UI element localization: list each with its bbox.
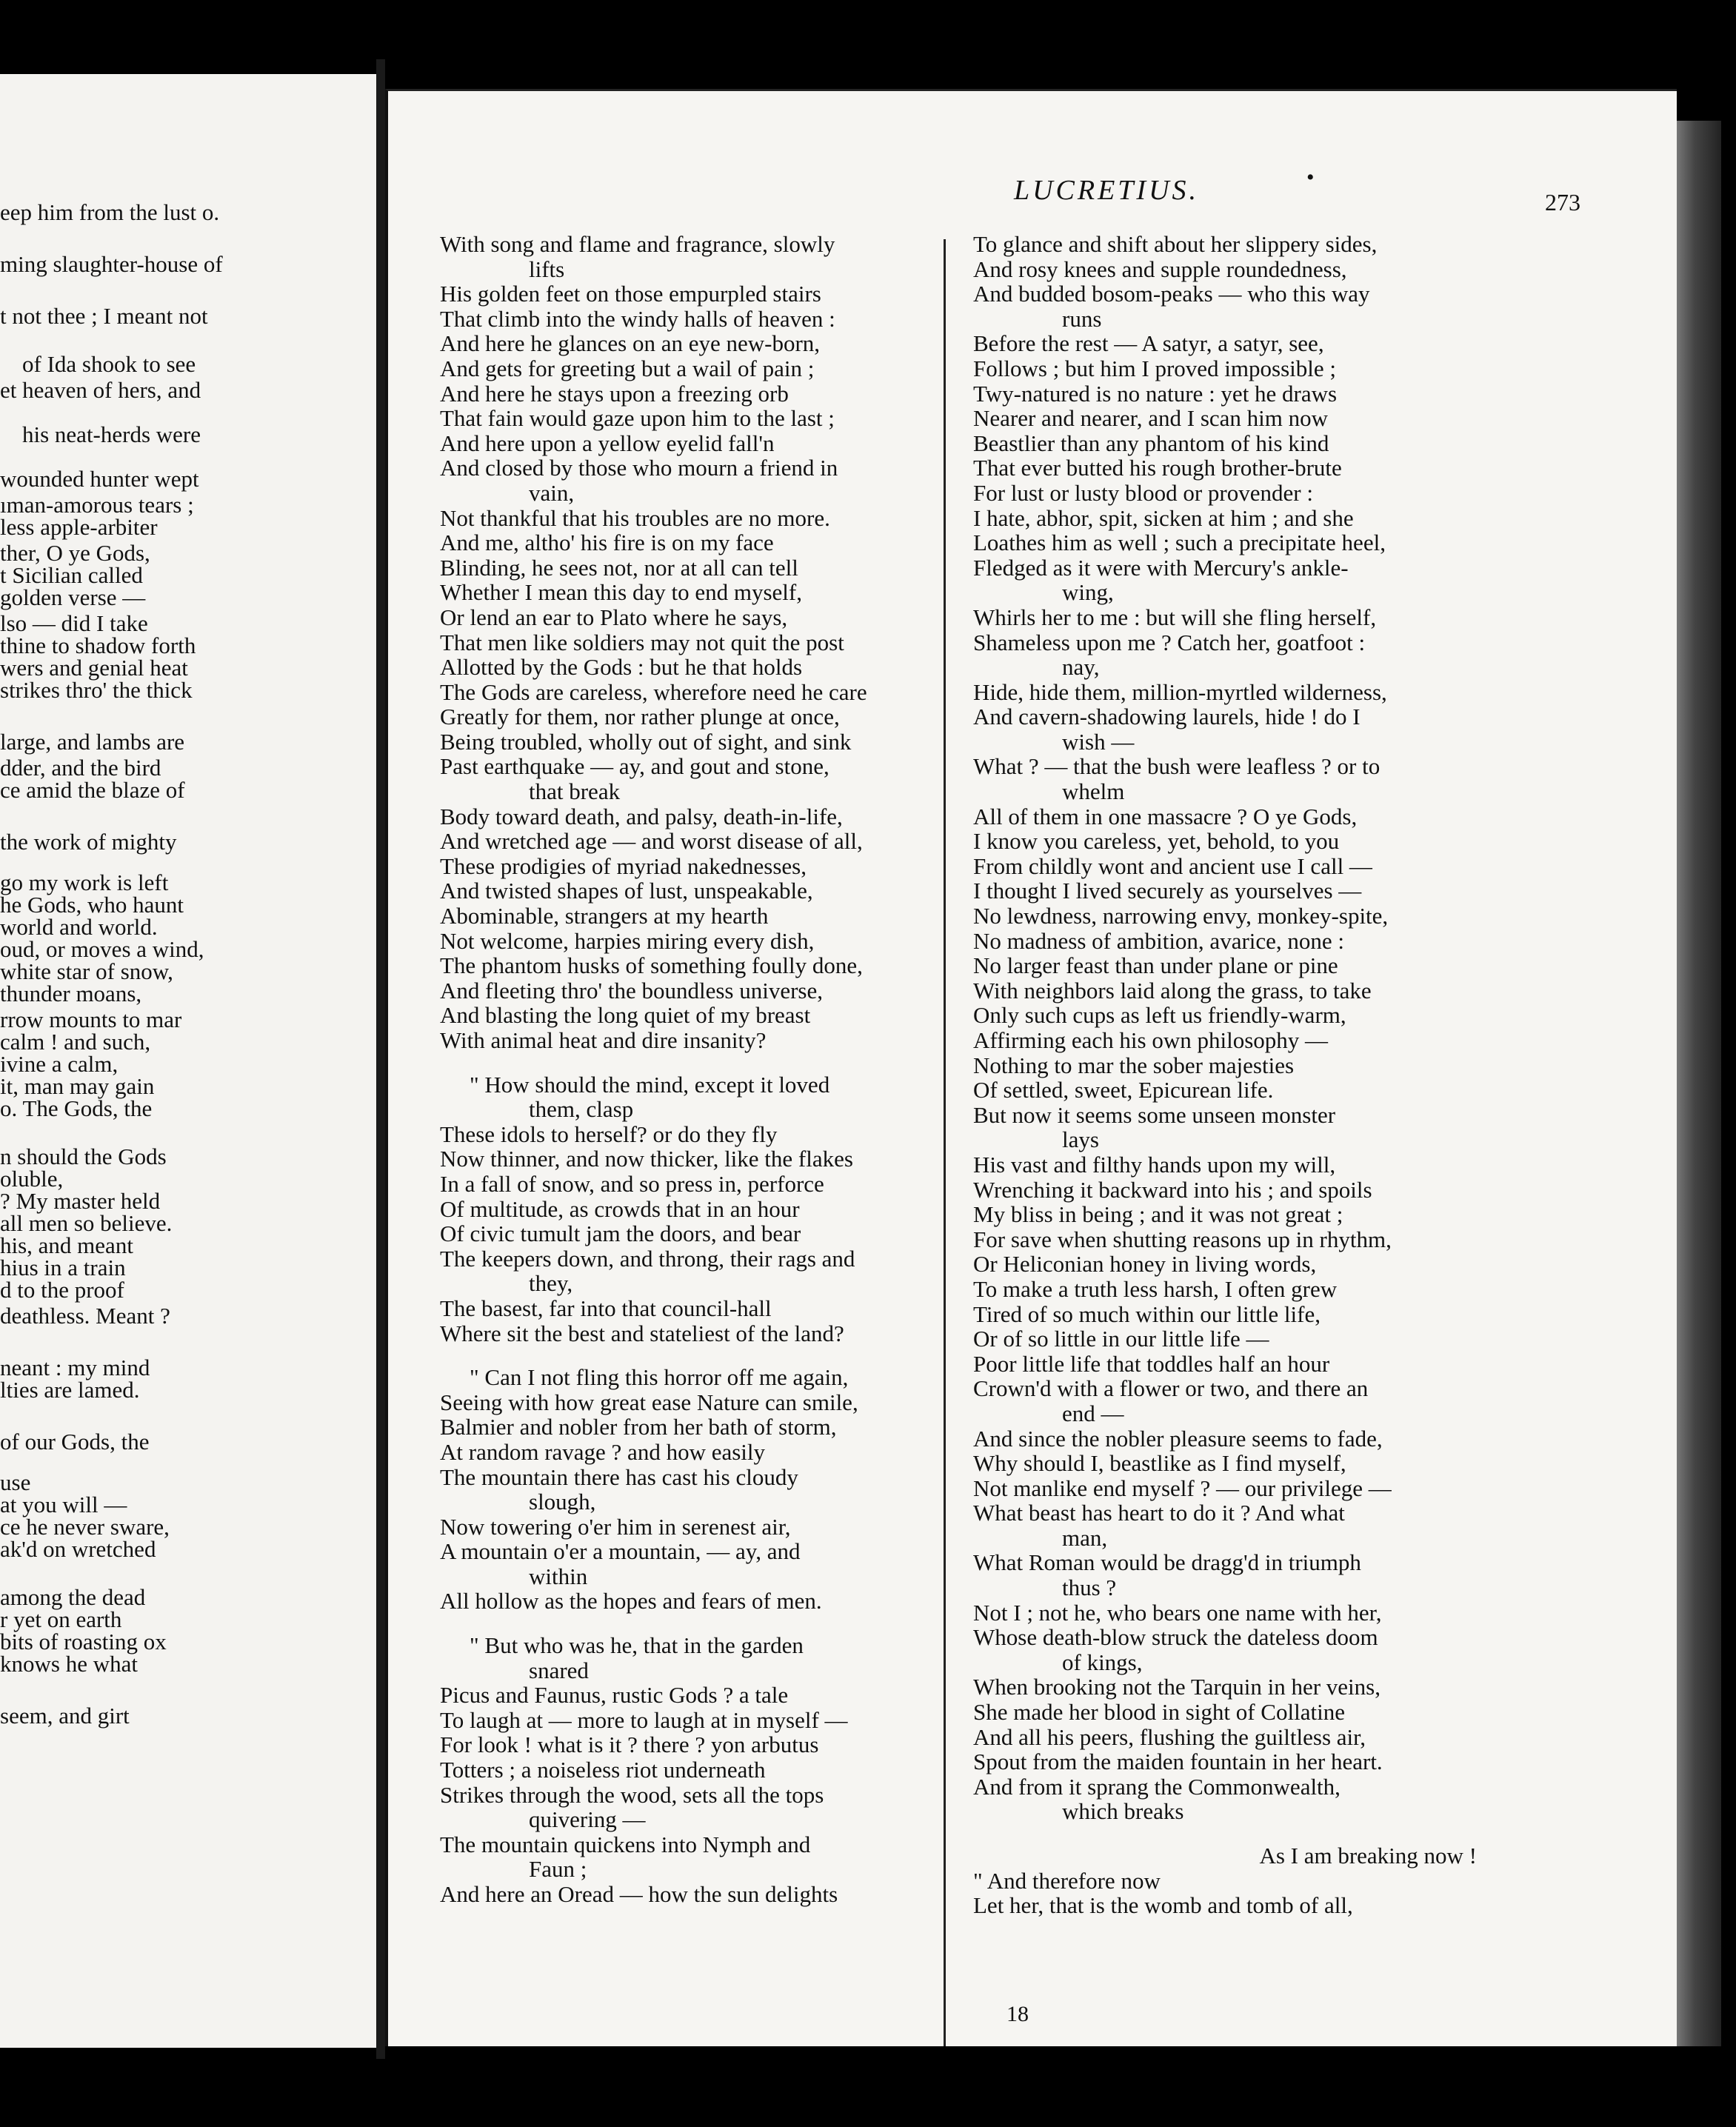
poem-line: Past earthquake — ay, and gout and stone,	[440, 753, 829, 780]
left-page-line: ce amid the blaze of	[0, 777, 185, 803]
left-page-line: ther, O ye Gods,	[0, 540, 150, 566]
left-page-line: dder, and the bird	[0, 755, 161, 781]
left-page	[0, 74, 378, 2048]
left-page-line: the work of mighty	[0, 829, 177, 855]
poem-line: Follows ; but him I proved impossible ;	[973, 355, 1336, 381]
poem-line: Before the rest — A satyr, a satyr, see,	[973, 330, 1324, 357]
poem-line: nay,	[1062, 654, 1100, 681]
poem-line: What Roman would be dragg'd in triumph	[973, 1549, 1361, 1576]
left-page-line: thunder moans,	[0, 981, 142, 1006]
stanza-gap	[440, 1614, 921, 1633]
left-page-line: eep him from the lust o.	[0, 199, 220, 225]
poem-line: No larger feast than under plane or pine	[973, 952, 1338, 979]
poem-line: Whose death-blow struck the dateless doom	[973, 1624, 1378, 1651]
left-page-line: hius in a train	[0, 1255, 126, 1280]
poem-line: When brooking not the Tarquin in her veins,	[973, 1674, 1381, 1700]
poem-line: Not thankful that his troubles are no more.	[440, 504, 830, 531]
book-gutter	[376, 59, 385, 2059]
poem-line: Abominable, strangers at my hearth	[440, 903, 769, 929]
page-number: 273	[1545, 189, 1580, 216]
poem-line: Of settled, sweet, Epicurean life.	[973, 1077, 1274, 1103]
poem-line: Of multitude, as crowds that in an hour	[440, 1195, 800, 1222]
poem-line: And here he stays upon a freezing orb	[440, 380, 789, 407]
poem-line: wing,	[1062, 579, 1114, 606]
left-page-line: deathless. Meant ?	[0, 1303, 170, 1329]
left-page-line: of our Gods, the	[0, 1429, 150, 1455]
poem-line: Not I ; not he, who bears one name with her,	[973, 1599, 1382, 1626]
poem-line: Of civic tumult jam the doors, and bear	[440, 1221, 801, 1247]
left-page-line: of Ida shook to see	[22, 351, 196, 377]
poem-line: And closed by those who mourn a friend in	[440, 455, 838, 481]
poem-line: To laugh at — more to laugh at in myself —	[440, 1706, 848, 1733]
poem-line: His vast and filthy hands upon my will,	[973, 1151, 1336, 1178]
left-page-line: at you will —	[0, 1492, 127, 1517]
poem-line: Or lend an ear to Plato where he says,	[440, 604, 788, 630]
poem-line: His golden feet on those empurpled stairs	[440, 281, 821, 307]
left-page-line: he Gods, who haunt	[0, 892, 184, 918]
left-page-line: it, man may gain	[0, 1073, 155, 1099]
left-page-line: knows he what	[0, 1651, 138, 1677]
left-page-line: his, and meant	[0, 1232, 133, 1258]
stanza-gap	[973, 1824, 1477, 1843]
poem-line: As I am breaking now !	[1259, 1843, 1477, 1869]
poem-line: The phantom husks of something foully done,	[440, 952, 863, 979]
poem-line: " How should the mind, except it loved	[470, 1071, 830, 1098]
poem-line: Or Heliconian honey in living words,	[973, 1251, 1317, 1278]
poem-line: And twisted shapes of lust, unspeakable,	[440, 878, 813, 904]
poem-line: Now thinner, and now thicker, like the flakes	[440, 1146, 853, 1172]
poem-line: man,	[1062, 1524, 1108, 1551]
poem-line: What beast has heart to do it ? And what	[973, 1500, 1345, 1526]
poem-line: Greatly for them, nor rather plunge at once,	[440, 704, 840, 730]
poem-line: At random ravage ? and how easily	[440, 1438, 766, 1465]
poem-line: To glance and shift about her slippery sides,	[973, 231, 1378, 257]
poem-line: slough,	[529, 1489, 596, 1515]
left-page-line: his neat-herds were	[22, 421, 201, 447]
left-page-line: use	[0, 1469, 31, 1495]
poem-line: And here an Oread — how the sun delights	[440, 1881, 838, 1907]
poem-line: That climb into the windy halls of heaven :	[440, 305, 835, 332]
poem-line: which breaks	[1062, 1798, 1184, 1825]
poem-line: end —	[1062, 1400, 1124, 1426]
poem-line: And budded bosom-peaks — who this way	[973, 281, 1370, 307]
left-page-line: ıman-amorous tears ;	[0, 492, 194, 518]
poem-line: " And therefore now	[973, 1867, 1161, 1894]
left-page-line: rrow mounts to mar	[0, 1006, 182, 1032]
left-page-line: among the dead	[0, 1584, 146, 1610]
poem-line: Seeing with how great ease Nature can smile,	[440, 1389, 858, 1415]
poem-line: All of them in one massacre ? O ye Gods,	[973, 803, 1358, 829]
poem-line: She made her blood in sight of Collatine	[973, 1699, 1345, 1726]
poem-line: And me, altho' his fire is on my face	[440, 530, 774, 556]
left-page-line: wers and genial heat	[0, 655, 188, 681]
poem-line: All hollow as the hopes and fears of men.	[440, 1588, 822, 1615]
poem-line: Not manlike end myself ? — our privilege —	[973, 1475, 1392, 1501]
left-page-line: et heaven of hers, and	[0, 377, 201, 403]
poem-line: Or of so little in our little life —	[973, 1326, 1269, 1352]
poem-line: I hate, abhor, spit, sicken at him ; and she	[973, 504, 1354, 531]
left-page-line: lties are lamed.	[0, 1377, 140, 1403]
stanza-gap	[440, 1053, 921, 1072]
poem-line: I know you careless, yet, behold, to you	[973, 828, 1340, 855]
poem-line: And rosy knees and supple roundedness,	[973, 256, 1347, 282]
left-page-line: lso — did I take	[0, 610, 148, 636]
poem-line: Affirming each his own philosophy —	[973, 1027, 1329, 1053]
poem-line: runs	[1062, 305, 1102, 332]
poem-line: Twy-natured is no nature : yet he draws	[973, 380, 1338, 407]
poem-line: No madness of ambition, avarice, none :	[973, 927, 1345, 954]
poem-line: These idols to herself? or do they fly	[440, 1121, 778, 1147]
poem-line: And cavern-shadowing laurels, hide ! do I	[973, 704, 1361, 730]
poem-line: Faun ;	[529, 1856, 587, 1883]
poem-line: Allotted by the Gods : but he that holds	[440, 654, 803, 681]
poem-line: Where sit the best and stateliest of the land?	[440, 1320, 844, 1346]
poem-line: Not welcome, harpies miring every dish,	[440, 927, 815, 954]
poem-line: vain,	[529, 479, 575, 506]
poem-line: Being troubled, wholly out of sight, and sink	[440, 728, 852, 755]
poem-line: For look ! what is it ? there ? yon arbutus	[440, 1732, 819, 1758]
left-page-line: oluble,	[0, 1166, 64, 1192]
poem-line: Poor little life that toddles half an hour	[973, 1350, 1330, 1377]
poem-line: From childly wont and ancient use I call —	[973, 852, 1372, 879]
poem-line: To make a truth less harsh, I often grew	[973, 1275, 1338, 1302]
poem-line: Wrenching it backward into his ; and spoils	[973, 1176, 1372, 1203]
poem-line: And blasting the long quiet of my breast	[440, 1002, 811, 1029]
signature-mark: 18	[1006, 2002, 1029, 2026]
poem-line: The mountain there has cast his cloudy	[440, 1463, 798, 1490]
poem-line: Balmier and nobler from her bath of storm,	[440, 1414, 837, 1440]
poem-line: No lewdness, narrowing envy, monkey-spite,	[973, 903, 1389, 929]
poem-line: lays	[1062, 1126, 1099, 1153]
left-page-line: golden verse —	[0, 584, 146, 610]
poem-line: lifts	[529, 256, 565, 282]
poem-line: Only such cups as left us friendly-warm,	[973, 1002, 1346, 1029]
poem-line: But now it seems some unseen monster	[973, 1101, 1336, 1128]
poem-line: And from it sprang the Commonwealth,	[973, 1773, 1341, 1800]
left-page-line: o. The Gods, the	[0, 1095, 153, 1121]
poem-line: Beastlier than any phantom of his kind	[973, 430, 1329, 456]
poem-line: Nearer and nearer, and I scan him now	[973, 405, 1329, 432]
poem-line: And all his peers, flushing the guiltless air,	[973, 1723, 1366, 1750]
poem-line: thus ?	[1062, 1575, 1117, 1601]
left-page-line: large, and lambs are	[0, 729, 185, 755]
poem-line: What ? — that the bush were leafless ? or to	[973, 753, 1381, 780]
left-page-line: oud, or moves a wind,	[0, 936, 204, 962]
poem-line: Let her, that is the womb and tomb of all,	[973, 1892, 1353, 1919]
poem-line: I thought I lived securely as yourselves —	[973, 878, 1362, 904]
poem-line: Shameless upon me ? Catch her, goatfoot :	[973, 629, 1366, 655]
poem-line: With animal heat and dire insanity?	[440, 1027, 767, 1053]
left-page-line: less apple-arbiter	[0, 514, 158, 540]
left-page-line: seem, and girt	[0, 1703, 130, 1729]
poem-column-left	[440, 232, 921, 1907]
right-page	[385, 89, 1677, 2046]
stanza-gap	[440, 1346, 921, 1365]
left-page-line: strikes thro' the thick	[0, 677, 193, 703]
poem-column-right	[973, 232, 1477, 1918]
poem-line: And here he glances on an eye new-born,	[440, 330, 821, 357]
left-page-line: go my work is left	[0, 869, 169, 895]
left-page-line: wounded hunter wept	[0, 466, 199, 492]
poem-line: Whirls her to me : but will she fling herself,	[973, 604, 1377, 630]
poem-line: Blinding, he sees not, nor at all can tell	[440, 554, 798, 581]
poem-line: of kings,	[1062, 1649, 1143, 1675]
poem-line: wish —	[1062, 728, 1135, 755]
poem-line: The basest, far into that council-hall	[440, 1295, 772, 1321]
left-page-line: neant : my mind	[0, 1355, 150, 1380]
poem-line: That fain would gaze upon him to the last ;	[440, 405, 835, 432]
left-page-line: ming slaughter-house of	[0, 251, 223, 277]
poem-line: In a fall of snow, and so press in, perforce	[440, 1170, 824, 1197]
left-page-line: calm ! and such,	[0, 1029, 151, 1055]
poem-line: Totters ; a noiseless riot underneath	[440, 1757, 766, 1783]
poem-line: That ever butted his rough brother-brute	[973, 455, 1342, 481]
left-page-line: thine to shadow forth	[0, 632, 196, 658]
poem-line: Why should I, beastlike as I find myself,	[973, 1450, 1346, 1477]
left-page-line: ? My master held	[0, 1188, 161, 1214]
left-page-line: white star of snow,	[0, 958, 173, 984]
left-page-line: ce he never sware,	[0, 1514, 170, 1540]
poem-line: That men like soldiers may not quit the post	[440, 629, 844, 655]
left-page-line: t Sicilian called	[0, 562, 143, 588]
poem-line: whelm	[1062, 778, 1125, 805]
poem-line: Hide, hide them, million-myrtled wilderness,	[973, 678, 1387, 705]
left-page-line: ak'd on wretched	[0, 1536, 156, 1562]
poem-line: Now towering o'er him in serenest air,	[440, 1513, 791, 1540]
left-page-line: bits of roasting ox	[0, 1629, 167, 1654]
poem-line: Fledged as it were with Mercury's ankle-	[973, 554, 1349, 581]
poem-line: within	[529, 1563, 588, 1589]
left-page-line: n should the Gods	[0, 1143, 167, 1169]
poem-line: For save when shutting reasons up in rhythm,	[973, 1226, 1392, 1252]
left-page-line: all men so believe.	[0, 1210, 173, 1236]
poem-line: And here upon a yellow eyelid fall'n	[440, 430, 775, 456]
left-page-line: ivine a calm,	[0, 1051, 118, 1077]
poem-line: Crown'd with a flower or two, and there an	[973, 1375, 1369, 1402]
poem-line: My bliss in being ; and it was not great ;	[973, 1201, 1343, 1228]
left-page-line: world and world.	[0, 914, 158, 940]
poem-line: Whether I mean this day to end myself,	[440, 579, 802, 606]
poem-line: And fleeting thro' the boundless universe,	[440, 977, 823, 1004]
poem-line: The mountain quickens into Nymph and	[440, 1831, 811, 1857]
poem-line: Nothing to mar the sober majesties	[973, 1052, 1295, 1078]
poem-line: they,	[529, 1270, 573, 1297]
left-page-line: t not thee ; I meant not	[0, 303, 208, 329]
poem-line: A mountain o'er a mountain, — ay, and	[440, 1538, 801, 1565]
poem-line: that break	[529, 778, 621, 805]
poem-line: them, clasp	[529, 1096, 634, 1123]
poem-line: And since the nobler pleasure seems to fade,	[973, 1425, 1383, 1452]
poem-line: These prodigies of myriad nakednesses,	[440, 852, 807, 879]
poem-line: snared	[529, 1657, 589, 1683]
poem-line: Strikes through the wood, sets all the tops	[440, 1781, 824, 1808]
poem-line: And wretched age — and worst disease of all,	[440, 828, 863, 855]
poem-line: And gets for greeting but a wail of pain ;	[440, 355, 815, 381]
poem-line: With song and flame and fragrance, slowly	[440, 231, 835, 257]
poem-line: The Gods are careless, wherefore need he care	[440, 678, 867, 705]
poem-line: " But who was he, that in the garden	[470, 1632, 804, 1659]
poem-line: " Can I not fling this horror off me again,	[470, 1364, 849, 1391]
ink-dot: •	[1306, 165, 1315, 190]
poem-line: quivering —	[529, 1806, 646, 1833]
poem-line: With neighbors laid along the grass, to take	[973, 977, 1372, 1004]
left-page-line: d to the proof	[0, 1277, 124, 1303]
poem-line: The keepers down, and throng, their rags and	[440, 1245, 855, 1272]
poem-line: Spout from the maiden fountain in her heart.	[973, 1749, 1383, 1775]
poem-line: Loathes him as well ; such a precipitate heel,	[973, 530, 1386, 556]
poem-line: For lust or lusty blood or provender :	[973, 479, 1313, 506]
column-rule	[944, 239, 946, 2046]
running-title: LUCRETIUS.	[1013, 175, 1200, 206]
poem-line: Body toward death, and palsy, death-in-life,	[440, 803, 843, 829]
poem-line: Picus and Faunus, rustic Gods ? a tale	[440, 1682, 789, 1709]
left-page-line: r yet on earth	[0, 1606, 122, 1632]
poem-line: Tired of so much within our little life,	[973, 1300, 1321, 1327]
